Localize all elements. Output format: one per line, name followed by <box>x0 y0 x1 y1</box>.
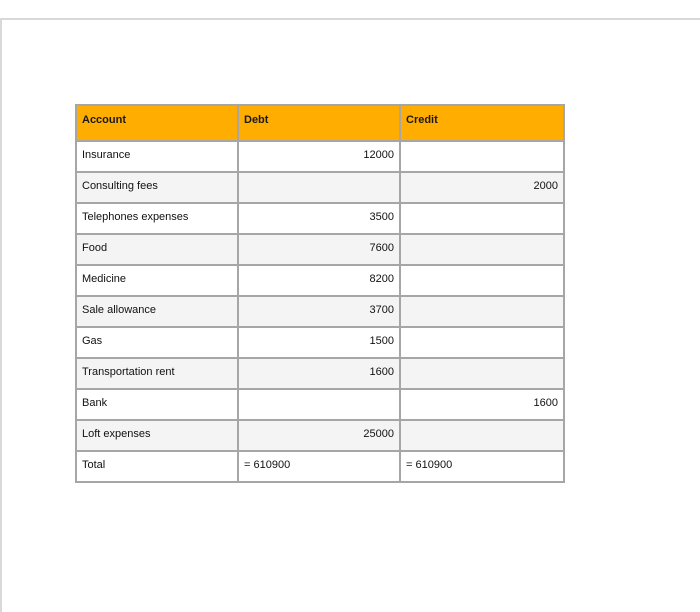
account-cell: Transportation rent <box>76 358 238 389</box>
credit-cell <box>400 358 564 389</box>
credit-cell <box>400 234 564 265</box>
credit-cell <box>400 265 564 296</box>
ledger-table <box>75 104 565 483</box>
debt-cell: 3700 <box>238 296 400 327</box>
debt-cell: 1500 <box>238 327 400 358</box>
table-row <box>76 172 564 203</box>
table-row <box>76 420 564 451</box>
table-row <box>76 141 564 172</box>
table-row <box>76 389 564 420</box>
total-label: Total <box>76 451 238 482</box>
account-cell: Bank <box>76 389 238 420</box>
header-row <box>76 105 564 141</box>
header-credit: Credit <box>400 105 564 141</box>
table-row <box>76 327 564 358</box>
credit-cell: 1600 <box>400 389 564 420</box>
account-cell: Gas <box>76 327 238 358</box>
credit-cell <box>400 296 564 327</box>
credit-cell <box>400 420 564 451</box>
debt-cell: 25000 <box>238 420 400 451</box>
account-cell: Consulting fees <box>76 172 238 203</box>
account-cell: Sale allowance <box>76 296 238 327</box>
account-cell: Food <box>76 234 238 265</box>
total-row <box>76 451 564 482</box>
debt-cell: 1600 <box>238 358 400 389</box>
credit-cell <box>400 141 564 172</box>
credit-cell <box>400 203 564 234</box>
debt-cell: 8200 <box>238 265 400 296</box>
table-row <box>76 265 564 296</box>
document-page <box>0 18 700 612</box>
table-row <box>76 234 564 265</box>
debt-cell <box>238 172 400 203</box>
debt-cell <box>238 389 400 420</box>
total-credit: = 610900 <box>400 451 564 482</box>
total-debt: = 610900 <box>238 451 400 482</box>
debt-cell: 12000 <box>238 141 400 172</box>
account-cell: Telephones expenses <box>76 203 238 234</box>
table-row <box>76 358 564 389</box>
header-debt: Debt <box>238 105 400 141</box>
table-row <box>76 296 564 327</box>
credit-cell: 2000 <box>400 172 564 203</box>
account-cell: Insurance <box>76 141 238 172</box>
account-cell: Medicine <box>76 265 238 296</box>
debt-cell: 3500 <box>238 203 400 234</box>
header-account: Account <box>76 105 238 141</box>
debt-cell: 7600 <box>238 234 400 265</box>
credit-cell <box>400 327 564 358</box>
table-row <box>76 203 564 234</box>
account-cell: Loft expenses <box>76 420 238 451</box>
